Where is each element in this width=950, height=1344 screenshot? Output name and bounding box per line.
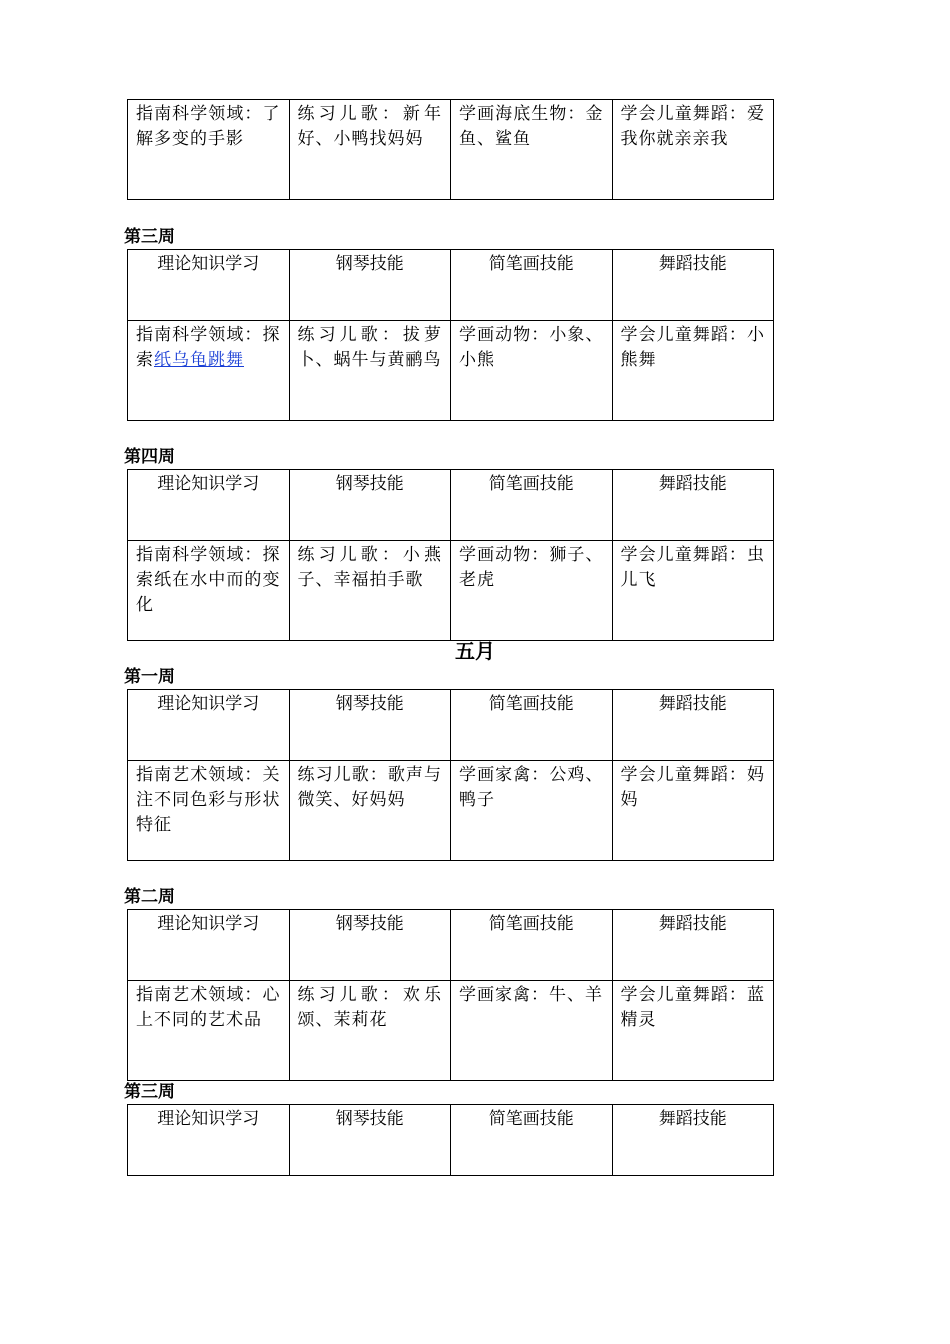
- piano-cell: 练习儿歌：小燕子、幸福拍手歌: [289, 541, 451, 641]
- month-heading: 五月: [455, 639, 495, 663]
- table-row: [128, 541, 774, 641]
- piano-cell: 练习儿歌：拔萝卜、蜗牛与黄鹂鸟: [289, 321, 451, 421]
- header-theory: 理论知识学习: [128, 690, 290, 761]
- dance-cell: 学会儿童舞蹈：虫儿飞: [612, 541, 774, 641]
- header-drawing: 简笔画技能: [451, 470, 613, 541]
- plan-table-week4-april: [127, 469, 774, 641]
- dance-cell: 学会儿童舞蹈：小熊舞: [612, 321, 774, 421]
- theory-cell: 指南科学领域：了解多变的手影: [128, 100, 290, 200]
- table-row: [128, 100, 774, 200]
- header-piano: 钢琴技能: [289, 1105, 451, 1176]
- drawing-cell: 学画海底生物：金鱼、鲨鱼: [451, 100, 613, 200]
- header-theory: 理论知识学习: [128, 1105, 290, 1176]
- piano-cell: 练习儿歌：新年好、小鸭找妈妈: [289, 100, 451, 200]
- theory-cell: 指南艺术领域：关注不同色彩与形状特征: [128, 761, 290, 861]
- drawing-cell: 学画动物：狮子、老虎: [451, 541, 613, 641]
- header-theory: 理论知识学习: [128, 910, 290, 981]
- plan-table-week2-may: [127, 909, 774, 1081]
- header-piano: 钢琴技能: [289, 910, 451, 981]
- theory-text: 指南科学领域：探索: [136, 325, 281, 370]
- week-label: 第一周: [124, 667, 175, 687]
- dance-cell: 学会儿童舞蹈：妈妈: [612, 761, 774, 861]
- plan-table-week1-may: [127, 689, 774, 861]
- plan-table-week3-may: [127, 1104, 774, 1176]
- header-drawing: 简笔画技能: [451, 1105, 613, 1176]
- week-label: 第四周: [124, 447, 175, 467]
- table-row: [128, 761, 774, 861]
- piano-cell: 练习儿歌：歌声与微笑、好妈妈: [289, 761, 451, 861]
- theory-cell: [128, 321, 290, 421]
- week-label: 第三周: [124, 1082, 175, 1102]
- table-row: [128, 981, 774, 1081]
- table-header-row: [128, 910, 774, 981]
- drawing-cell: 学画动物：小象、小熊: [451, 321, 613, 421]
- header-theory: 理论知识学习: [128, 250, 290, 321]
- theory-cell: 指南艺术领域：心上不同的艺术品: [128, 981, 290, 1081]
- header-piano: 钢琴技能: [289, 690, 451, 761]
- header-drawing: 简笔画技能: [451, 910, 613, 981]
- plan-table-continued: [127, 99, 774, 200]
- header-drawing: 简笔画技能: [451, 690, 613, 761]
- header-theory: 理论知识学习: [128, 470, 290, 541]
- header-dance: 舞蹈技能: [612, 250, 774, 321]
- table-header-row: [128, 250, 774, 321]
- header-dance: 舞蹈技能: [612, 470, 774, 541]
- header-dance: 舞蹈技能: [612, 910, 774, 981]
- week-label: 第二周: [124, 887, 175, 907]
- header-piano: 钢琴技能: [289, 470, 451, 541]
- drawing-cell: 学画家禽：公鸡、鸭子: [451, 761, 613, 861]
- theory-cell: 指南科学领域：探索纸在水中而的变化: [128, 541, 290, 641]
- paper-turtle-link[interactable]: 纸乌龟跳舞: [154, 350, 244, 370]
- plan-table-week3-april: [127, 249, 774, 421]
- header-dance: 舞蹈技能: [612, 1105, 774, 1176]
- week-label: 第三周: [124, 227, 175, 247]
- dance-cell: 学会儿童舞蹈：蓝精灵: [612, 981, 774, 1081]
- table-header-row: [128, 1105, 774, 1176]
- header-piano: 钢琴技能: [289, 250, 451, 321]
- table-row: [128, 321, 774, 421]
- header-dance: 舞蹈技能: [612, 690, 774, 761]
- header-drawing: 简笔画技能: [451, 250, 613, 321]
- table-header-row: [128, 470, 774, 541]
- table-header-row: [128, 690, 774, 761]
- piano-cell: 练习儿歌：欢乐颂、茉莉花: [289, 981, 451, 1081]
- dance-cell: 学会儿童舞蹈：爱我你就亲亲我: [612, 100, 774, 200]
- drawing-cell: 学画家禽：牛、羊: [451, 981, 613, 1081]
